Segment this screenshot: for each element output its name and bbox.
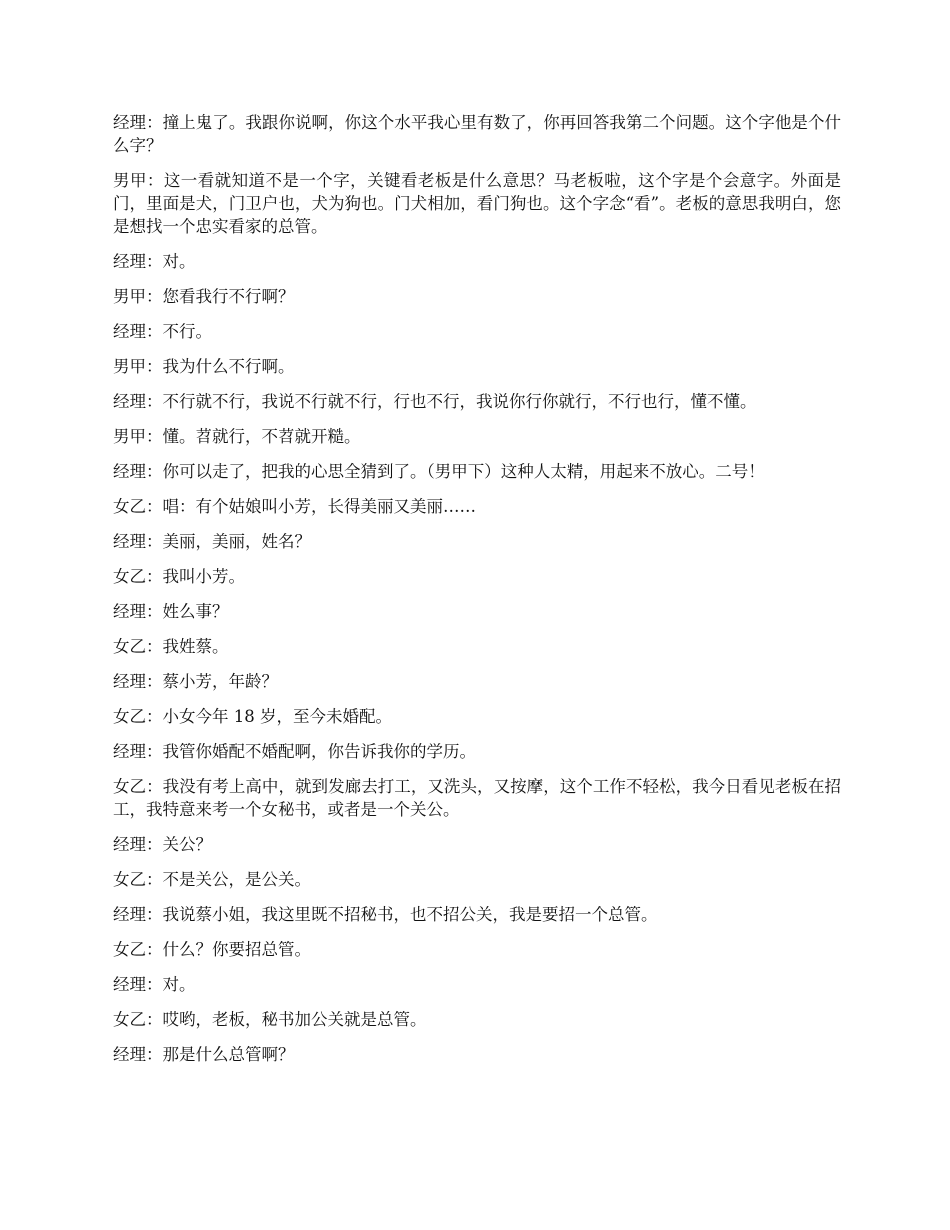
dialogue-paragraph: 经理：姓么事？	[113, 602, 229, 621]
dialogue-paragraph: 女乙：不是关公，是公关。	[113, 870, 311, 889]
dialogue-paragraph: 经理：不行。	[113, 322, 212, 341]
dialogue-paragraph: 女乙：我叫小芳。	[113, 567, 245, 586]
dialogue-paragraph: 经理：那是什么总管啊？	[113, 1045, 295, 1064]
dialogue-paragraph: 经理：关公？	[113, 835, 212, 854]
dialogue-paragraph: 经理：我管你婚配不婚配啊，你告诉我你的学历。	[113, 742, 476, 761]
dialogue-paragraph: 经理：你可以走了，把我的心思全猜到了。（男甲下）这种人太精，用起来不放心。二号！	[113, 462, 765, 481]
dialogue-paragraph: 女乙：小女今年 18 岁，至今未婚配。	[113, 707, 392, 726]
dialogue-paragraph: 经理：我说蔡小姐，我这里既不招秘书，也不招公关，我是要招一个总管。	[113, 905, 658, 924]
dialogue-paragraph: 男甲：懂。苕就行，不苕就开糙。	[113, 427, 361, 446]
script-text-body	[113, 111, 841, 1078]
dialogue-paragraph: 女乙：唱：有个姑娘叫小芳，长得美丽又美丽……	[113, 497, 476, 516]
dialogue-paragraph: 经理：对。	[113, 975, 196, 994]
dialogue-paragraph: 女乙：我姓蔡。	[113, 637, 229, 656]
dialogue-paragraph: 女乙：哎哟，老板，秘书加公关就是总管。	[113, 1010, 427, 1029]
dialogue-paragraph: 经理：蔡小芳，年龄？	[113, 672, 278, 691]
dialogue-paragraph: 女乙：我没有考上高中，就到发廊去打工，又洗头，又按摩，这个工作不轻松，我今日看见老板在招工，我特意来考一个女秘书，或者是一个关公。	[113, 777, 841, 819]
dialogue-paragraph: 经理：对。	[113, 252, 196, 271]
dialogue-paragraph: 男甲：您看我行不行啊？	[113, 287, 295, 306]
dialogue-paragraph: 经理：撞上鬼了。我跟你说啊，你这个水平我心里有数了，你再回答我第二个问题。这个字他是个什么字？	[113, 113, 841, 155]
dialogue-paragraph: 男甲：我为什么不行啊。	[113, 357, 295, 376]
dialogue-paragraph: 经理：不行就不行，我说不行就不行，行也不行，我说你行你就行，不行也行，懂不懂。	[113, 392, 757, 411]
dialogue-paragraph: 男甲：这一看就知道不是一个字，关键看老板是什么意思？马老板啦，这个字是个会意字。外面是门，里面是犬，门卫户也，犬为狗也。门犬相加，看门狗也。这个字念“看”。老板的意思我明白，您是想找一个忠实看家的总管。	[113, 171, 841, 236]
dialogue-paragraph: 女乙：什么？你要招总管。	[113, 940, 311, 959]
dialogue-paragraph: 经理：美丽，美丽，姓名？	[113, 532, 311, 551]
